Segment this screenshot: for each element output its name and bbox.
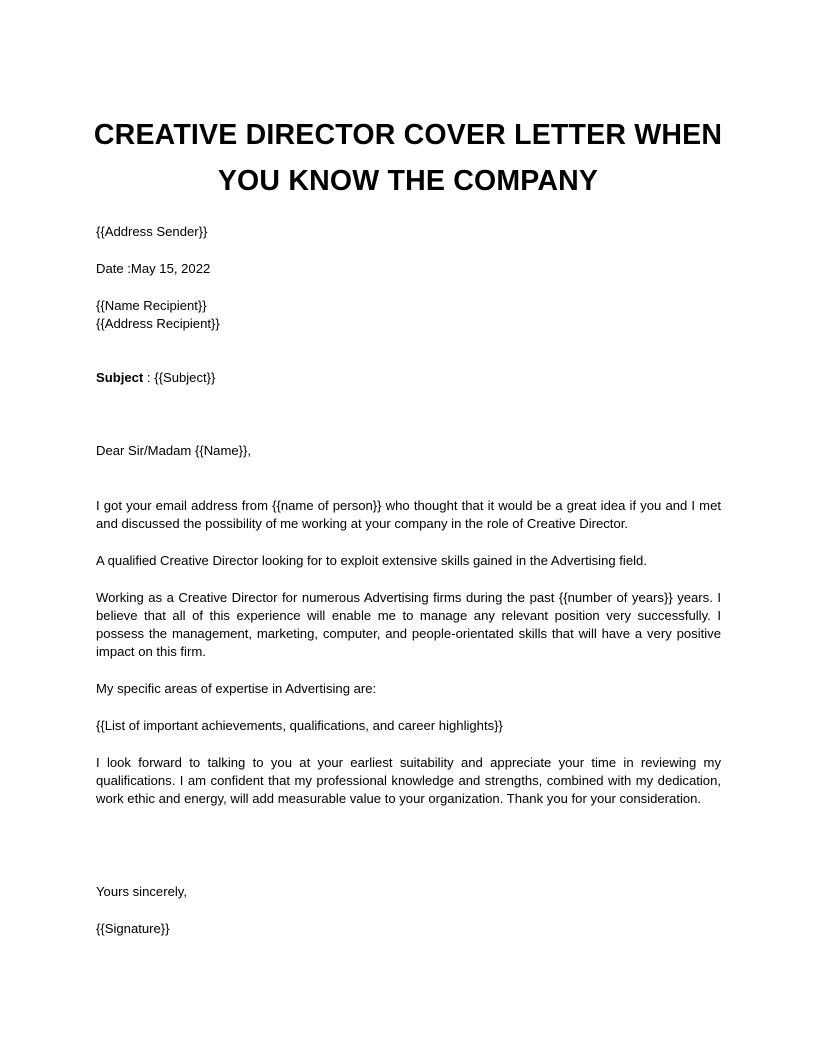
paragraph-expertise: My specific areas of expertise in Advertising are: [96, 681, 377, 696]
salutation: Dear Sir/Madam {{Name}}, [96, 443, 252, 458]
subject-line [96, 369, 721, 387]
subject-label: Subject [96, 370, 144, 385]
address-recipient: {{Address Recipient}} [96, 316, 220, 331]
address-sender: {{Address Sender}} [96, 224, 208, 239]
paragraph-closing: I look forward to talking to you at your earliest suitability and appreciate your time in reviewing my qualifications. I am confident that my professional knowledge and strengths, combined with my dedication, work ethic and energy, will add measurable value to your organization. Thank you for your consideration. [96, 755, 721, 806]
paragraph-intro: I got your email address from {{name of person}} who thought that it would be a great idea if you and I met and discussed the possibility of me working at your company in the role of Creative Director. [96, 498, 721, 531]
title-line-1: CREATIVE DIRECTOR COVER LETTER WHEN [93, 119, 723, 151]
letter-date: Date :May 15, 2022 [96, 261, 211, 276]
signature: {{Signature}} [96, 921, 170, 936]
title-line-2: YOU KNOW THE COMPANY [217, 165, 599, 197]
name-recipient: {{Name Recipient}} [96, 298, 207, 313]
paragraph-qualified: A qualified Creative Director looking for to exploit extensive skills gained in the Advertising field. [96, 553, 647, 568]
document-title [60, 112, 756, 204]
achievements-placeholder: {{List of important achievements, qualifications, and career highlights}} [96, 718, 503, 733]
subject-value: : {{Subject}} [143, 370, 216, 385]
paragraph-experience: Working as a Creative Director for numerous Advertising firms during the past {{number of years}} years. I believe that all of this experience will enable me to manage any relevant position very successfully. I possess the management, marketing, computer, and people-orientated skills that will have a very positive impact on this firm. [96, 590, 721, 659]
closing: Yours sincerely, [96, 884, 187, 899]
